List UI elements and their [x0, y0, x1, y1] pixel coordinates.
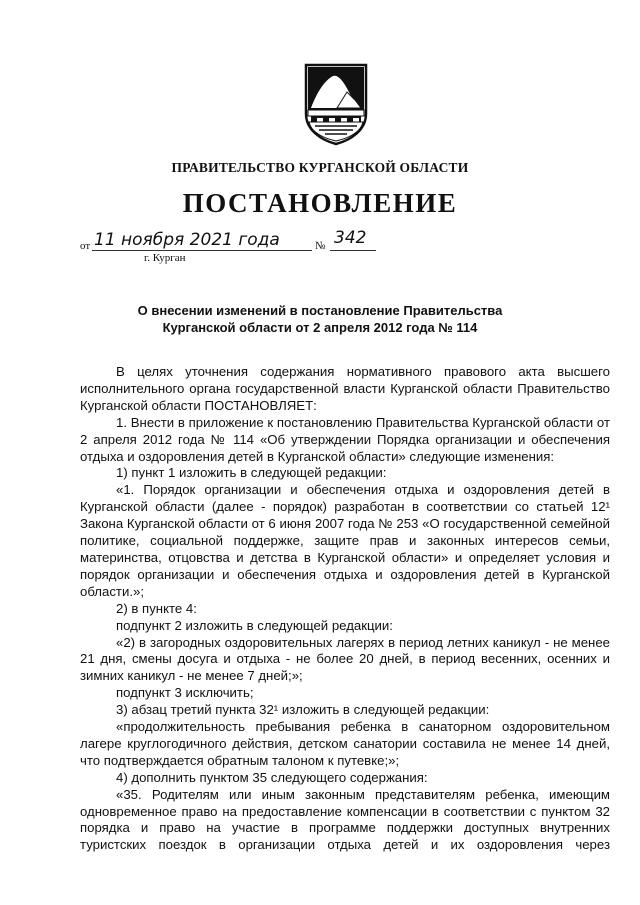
body-paragraph: подпункт 3 исключить;: [116, 685, 254, 701]
body-paragraph: «2) в загородных оздоровительных лагерях в период летних каникул - не менее 21 дня, смены досуга и отдыха - не более 20 дней, в период весенних, осенних и зимних каникул - не менее 7 дней;»;: [80, 634, 610, 684]
document-type-title: ПОСТАНОВЛЕНИЕ: [182, 188, 458, 218]
city-label: г. Курган: [144, 252, 186, 264]
body-paragraph: «35. Родителям или иным законным представителям ребенка, имеющим одновременное право на предоставление компенсации в соответствии с пунктом 32 порядка и право на участие в программе поддержки доступных внутренних туристских поездок в организации отдыха детей и их оздоровления через: [80, 786, 610, 853]
number-underline: [330, 250, 376, 251]
body-paragraph: 2) в пункте 4:: [116, 600, 197, 616]
subject-line-1: О внесении изменений в постановление Правительства: [137, 303, 503, 318]
handwritten-number: 342: [334, 228, 367, 248]
date-underline: [92, 250, 312, 251]
body-paragraph: подпункт 2 изложить в следующей редакции:: [116, 617, 393, 633]
date-prefix-label: от: [80, 240, 91, 252]
document-meta: [80, 228, 380, 266]
body-paragraph: «1. Порядок организации и обеспечения отдыха и оздоровления детей в Курганской области (далее - порядок) разработан в соответствии со статьей 12¹ Закона Курганской области от 6 июня 2007 года № 253 «О государственной семейной политике, социальной поддержке, защите прав и законных интересов семьи, материнства, отцовства и детства в Курганской области» и определяет условия и порядок организации и обеспечения отдыха и оздоровления детей в Курганской области.»;: [80, 482, 610, 599]
body-paragraph: В целях уточнения содержания нормативного правового акта высшего исполнительного органа государственной власти Курганской области Правительство Курганской области ПОСТАНОВЛЯЕТ:: [80, 364, 610, 413]
body-paragraph: 3) абзац третий пункта 32¹ изложить в следующей редакции:: [116, 702, 490, 718]
handwritten-date: 11 ноября 2021 года: [94, 230, 280, 250]
body-paragraph: 1) пункт 1 изложить в следующей редакции:: [116, 465, 387, 481]
coat-of-arms-emblem: [303, 62, 369, 146]
body-paragraph: 1. Внести в приложение к постановлению Правительства Курганской области от 2 апреля 2012 года № 114 «Об утверждении Порядка организации и обеспечения отдыха и оздоровления детей в Курганской области» следующие изменения:: [80, 414, 610, 464]
resolution-subject: [110, 303, 530, 336]
number-label: №: [315, 240, 326, 252]
document-body: [80, 364, 610, 854]
subject-line-2: Курганской области от 2 апреля 2012 года № 114: [162, 319, 478, 335]
issuing-authority: ПРАВИТЕЛЬСТВО КУРГАНСКОЙ ОБЛАСТИ: [171, 160, 469, 175]
body-paragraph: 4) дополнить пунктом 35 следующего содержания:: [116, 769, 428, 785]
body-paragraph: «продолжительность пребывания ребенка в санаторном оздоровительном лагере круглогодичного действия, детском санатории составила не менее 14 дней, что подтверждается обратным талоном к путевке;»;: [80, 719, 610, 768]
